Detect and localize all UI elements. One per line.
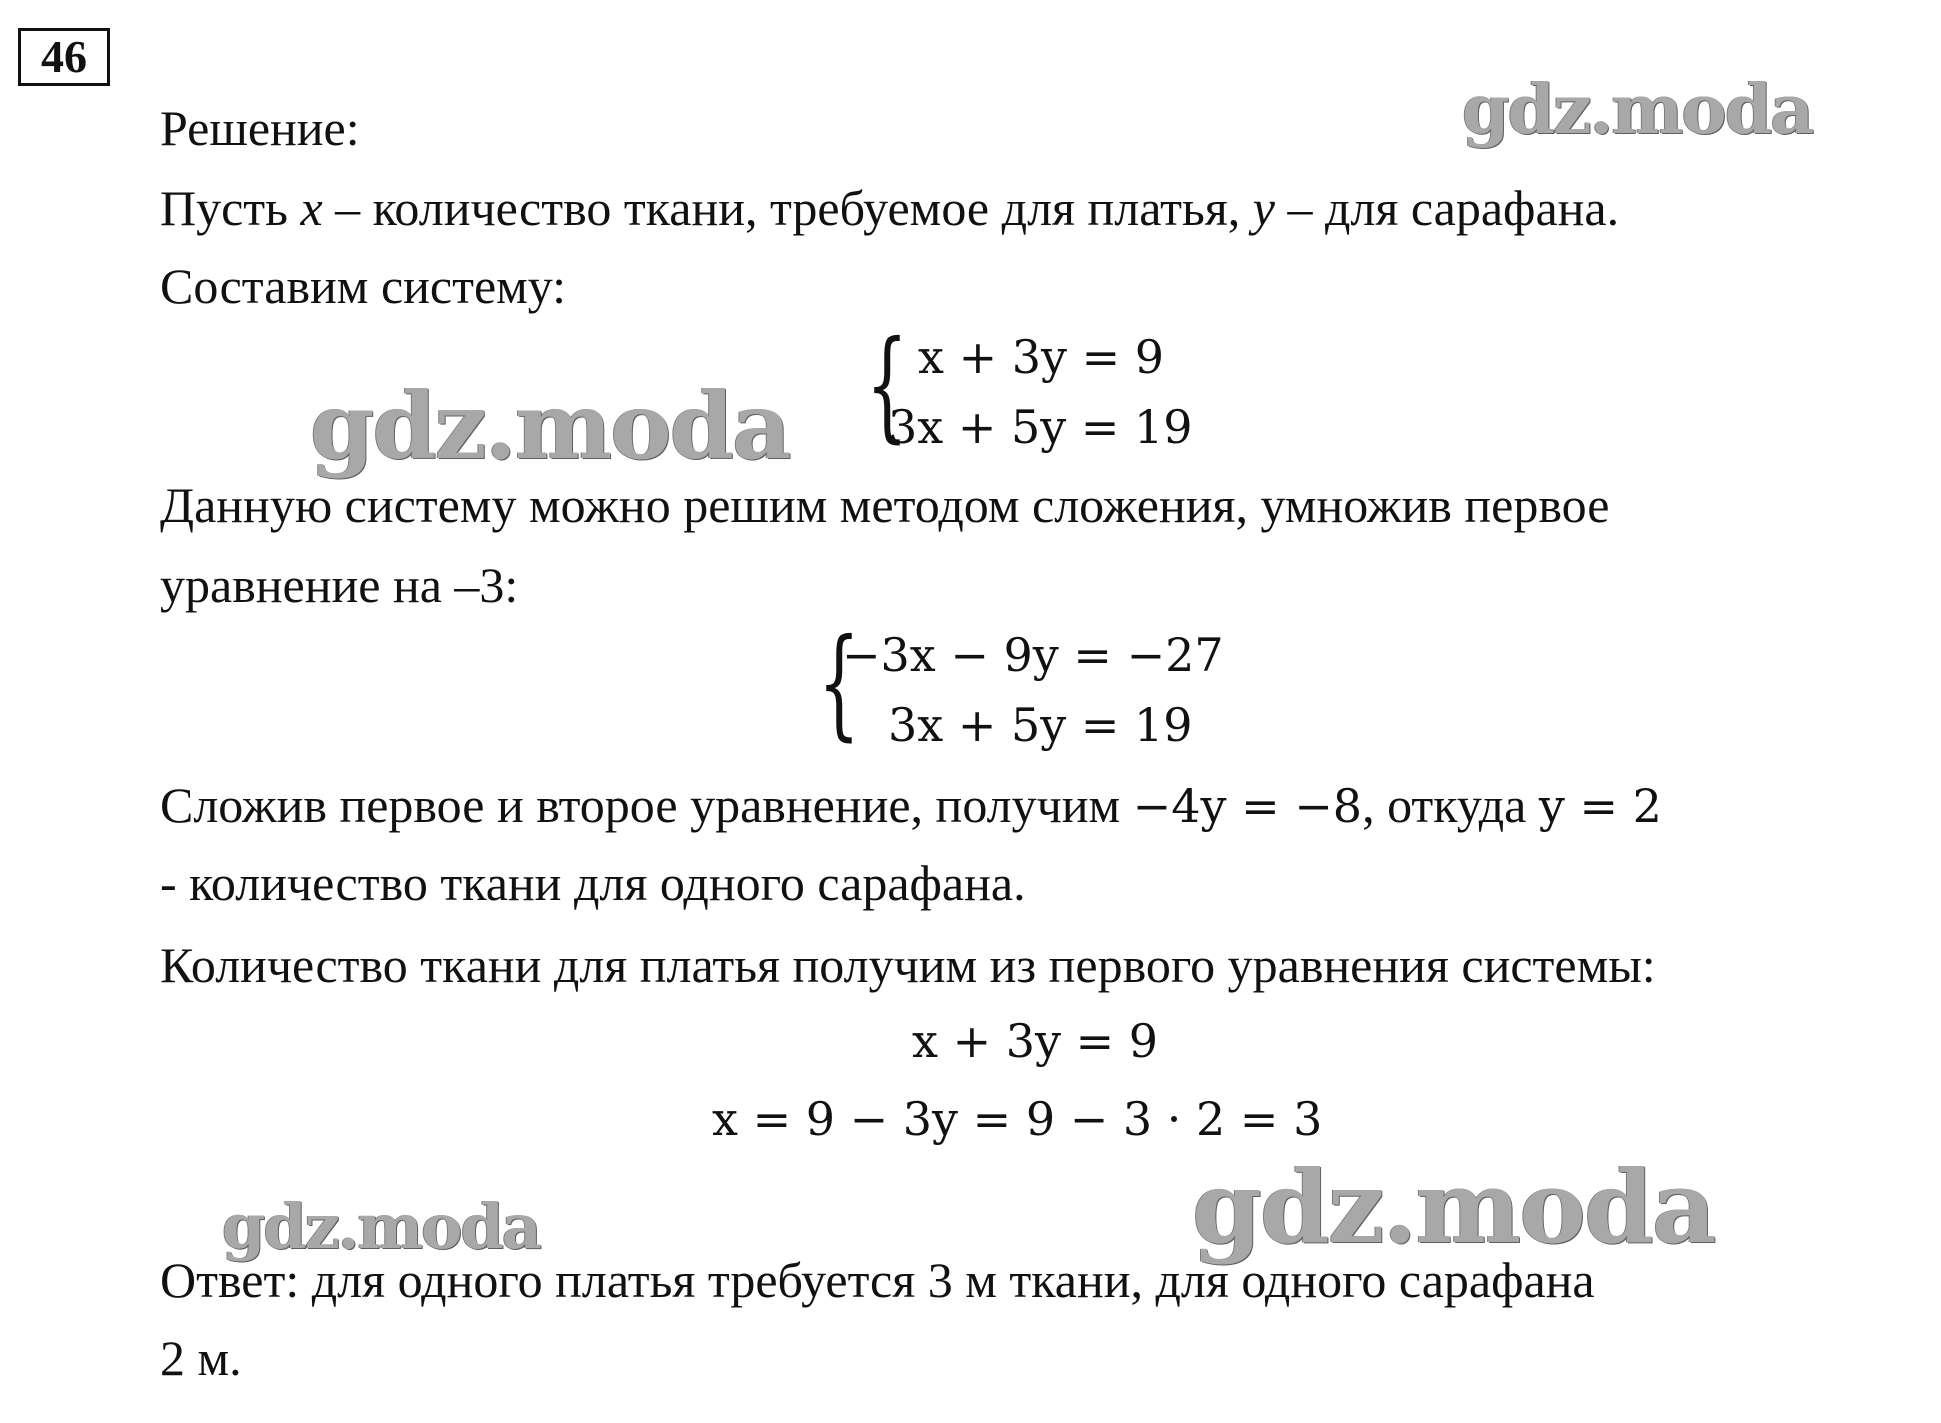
system-1-row-2: 3x + 5y = 19 <box>888 400 1193 454</box>
let-line <box>160 180 1620 236</box>
add-line <box>160 777 1662 833</box>
answer-line-1: Ответ: для одного платья требуется 3 м ткани, для одного сарафана <box>160 1252 1595 1308</box>
let-text-a: Пусть <box>160 180 301 236</box>
add-line-2: - количество ткани для одного сарафана. <box>160 855 1026 911</box>
add-text-a: Сложив первое и второе уравнение, получим <box>160 777 1133 833</box>
answer-line-2: 2 м. <box>160 1330 242 1386</box>
variable-x: x <box>300 180 323 236</box>
add-equation: −4y = −8 <box>1132 779 1363 833</box>
equation-1: x + 3y = 9 <box>912 1014 1159 1068</box>
system-1-row-1: x + 3y = 9 <box>918 330 1165 384</box>
let-text-c: – для сарафана. <box>1274 180 1620 236</box>
system-1-brace: { <box>866 316 908 455</box>
watermark-bottom-left: gdz.moda <box>222 1190 540 1263</box>
let-text-b: – количество ткани, требуемое для платья, <box>322 180 1253 236</box>
equation-2: x = 9 − 3y = 9 − 3 · 2 = 3 <box>712 1092 1323 1146</box>
add-text-b: , откуда <box>1362 777 1539 833</box>
compose-line: Составим систему: <box>160 258 567 314</box>
method-line-1: Данную систему можно решим методом сложения, умножив первое <box>160 477 1610 533</box>
solution-heading: Решение: <box>160 100 360 156</box>
watermark-top: gdz.moda <box>1462 70 1813 150</box>
watermark-middle: gdz.moda <box>310 372 790 480</box>
method-line-2: уравнение на –3: <box>160 557 519 613</box>
watermark-bottom-right: gdz.moda <box>1192 1148 1715 1266</box>
system-2-row-2: 3x + 5y = 19 <box>888 698 1193 752</box>
system-2-brace: { <box>818 614 860 753</box>
variable-y: y <box>1252 180 1275 236</box>
add-result: y = 2 <box>1538 779 1662 833</box>
system-2-row-1: −3x − 9y = −27 <box>842 628 1224 682</box>
dress-line: Количество ткани для платья получим из первого уравнения системы: <box>160 937 1656 993</box>
problem-number: 46 <box>18 28 110 86</box>
